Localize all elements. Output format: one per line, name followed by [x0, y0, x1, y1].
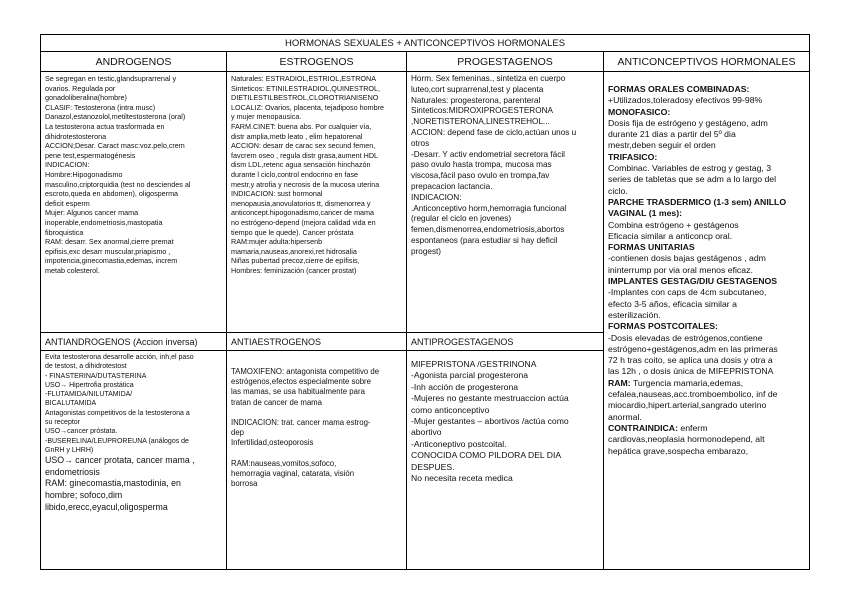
antiandrogenos-cell [41, 351, 227, 570]
antiandrogenos-line: de testost, a dihidrotestost [45, 363, 127, 371]
androgenos-line: RAM: desarr. Sex anormal,cierre premat [45, 237, 174, 247]
antiestrogenos-line: tratan de cancer de mama [231, 397, 323, 407]
antiandrogenos-line: BICALUTAMIDA [45, 400, 97, 408]
progestagenos-line: ACCION: depend fase de ciclo,actúan unos u [411, 127, 577, 137]
antiestrogenos-line: Infertilidad,osteoporosis [231, 438, 314, 448]
anticonceptivos-line: cefalea,nauseas,acc.tromboembolico, inf de [608, 389, 778, 400]
progestagenos-line: Horm. Sex femeninas., sintetiza en cuerpo [411, 74, 566, 83]
estrogenos-line: mestr,y atrofia y necrosis de la mucosa uterina [231, 179, 380, 189]
androgenos-line: epifisis,exc desarr muscular,priapismo , [45, 246, 171, 256]
hormones-table [40, 34, 810, 570]
antiestrogenos-line: TAMOXIFENO: antagonista competitivo de [231, 367, 380, 376]
anticonceptivos-line: Combina estrógeno + gestágenos [608, 219, 739, 230]
antiprogestagenos-line: como anticonceptivo [411, 404, 490, 415]
androgenos-cell [41, 72, 227, 333]
antiandrogenos-line: USO→ cancer protata, cancer mama , [45, 455, 195, 466]
estrogenos-line: DIETILESTILBESTROL,CLOROTRIANISENO [231, 93, 379, 103]
estrogenos-line: durante l ciclo,control endocrino en fase [231, 169, 359, 179]
progestagenos-text [411, 74, 599, 258]
antiprogestagenos-line: MIFEPRISTONA /GESTRINONA [411, 359, 537, 369]
androgenos-line: masculino,criptorquidia (test no desciendes al [45, 179, 191, 189]
progestagenos-line: ,NORETISTERONA,LINESTREHOL... [411, 117, 550, 127]
antiprogestagenos-line: -Inh acción de progesterona [411, 381, 519, 392]
antiandrogenos-line: -FLUTAMIDA/NILUTAMIDA/ [45, 391, 133, 399]
androgenos-line: La testosterona actua trasformada en [45, 121, 165, 131]
androgenos-line: Mujer: Algunos cancer mama [45, 208, 139, 218]
anticonceptivos-line: IMPLANTES GESTAG/DIU GESTAGENOS [608, 276, 778, 287]
header-progestagenos: PROGESTAGENOS [407, 52, 604, 72]
estrogenos-line: LOCALIZ: Ovarios, placenta, tejadiposo hombre [231, 102, 385, 112]
antiestrogenos-line [231, 449, 402, 459]
anticonceptivos-line: CONTRAINDICA: enferm [608, 422, 708, 433]
anticonceptivos-line: las 12h , o dosis única de MIFEPRISTONA [608, 366, 774, 377]
androgenos-line: INDICACION: [45, 160, 90, 170]
estrogenos-line: FARM.CINET: buena abs. Por cualquier vía, [231, 121, 372, 131]
antiprogestagenos-line: abortivo [411, 427, 442, 438]
anticonceptivos-line: Eficacia similar a anticoncp oral. [608, 230, 733, 241]
anticonceptivos-line: mestr,deben seguir el orden [608, 140, 716, 151]
androgenos-line: Hombre:Hipogonadismo [45, 169, 123, 179]
androgenos-line: gonadoliberalina(hombre) [45, 93, 127, 103]
progestagenos-cell [407, 72, 604, 333]
antiestrogenos-line: las mamas, se usa habitualmente para [231, 387, 365, 397]
antiestrogenos-cell [227, 351, 407, 570]
progestagenos-line: otros [411, 138, 430, 148]
anticonceptivos-line: esterilización. [608, 309, 661, 320]
antiestrogenos-text [231, 367, 402, 489]
anticonceptivos-line: MONOFASICO: [608, 106, 671, 117]
estrogenos-line: Niñas pubertad precoz,cierre de epífisis, [231, 256, 360, 266]
anticonceptivos-line: ciclo. [608, 185, 628, 196]
androgenos-line: Se segregan en testic,glandsuprarrenal y [45, 74, 177, 83]
androgenos-line: metab colesterol. [45, 265, 100, 275]
androgenos-text [45, 74, 222, 275]
anticonceptivos-line: +Utilizados,toleradosy efectivos 99-98% [608, 95, 763, 106]
antiestrogenos-line: hemorragia vaginal, catarata, visión [231, 469, 355, 479]
antiandrogenos-line: hombre; sofoco,dim [45, 490, 123, 501]
androgenos-line: ovarios. Regulada por [45, 83, 116, 93]
estrogenos-line: INDICACION: sust hormonal [231, 189, 323, 199]
estrogenos-line: Naturales: ESTRADIOL,ESTRIOL,ESTRONA [231, 74, 376, 83]
antiestrogenos-line: RAM:nauseas,vomitos,sofoco, [231, 458, 337, 468]
progestagenos-line: -Desarr. Y activ endometrial secretora fácil [411, 149, 565, 159]
antiprogestagenos-line: -Mujer gestantes – abortivos /actúa como [411, 416, 569, 427]
estrogenos-line: menopausia,anovulatorios tt, dismenorrea y [231, 198, 371, 208]
androgenos-line: inoperable,endometriosis,mastopatia [45, 217, 163, 227]
progestagenos-line: Sinteticos:MIDROXIPROGESTERONA [411, 106, 553, 116]
progestagenos-line: femen,dismenorrea,endometriosis,abortos [411, 225, 565, 235]
androgenos-line: fibroquistica [45, 227, 84, 237]
estrogenos-text [231, 74, 402, 275]
antiestrogenos-line [231, 408, 402, 418]
estrogenos-line: y mujer menopausica. [231, 112, 302, 122]
header-androgenos: ANDROGENOS [41, 52, 227, 72]
antiprogestagenos-line: -Anticoneptivo postcoital. [411, 438, 507, 449]
anticonceptivos-line: efecto 3-5 años, eficacia similar a [608, 298, 737, 309]
anticonceptivos-line: anormal. [608, 411, 642, 422]
antiandrogenos-line: GnRH y LHRH) [45, 446, 94, 454]
antiandrogenos-line: endometriosis [45, 466, 100, 477]
androgenos-line: escroto,queda en abdomen), oligosperma [45, 189, 179, 199]
estrogenos-line: ACCION: desarr de carac sex secund femen, [231, 141, 376, 151]
anticonceptivos-line: hepática grave,sospecha embarazo, [608, 445, 749, 456]
progestagenos-line: .Anticonceptivo horm,hemorragia funcional [411, 203, 567, 213]
anticonceptivos-line: -Implantes con caps de 4cm subcutaneo, [608, 287, 767, 298]
anticonceptivos-line: miocardio,hipert.arterial,sangrado uterino [608, 400, 767, 411]
anticonceptivos-line: Combinac. Variables de estrog y gestag, 3 [608, 163, 772, 174]
anticonceptivos-line: -Dosis elevadas de estrógenos,contiene [608, 332, 763, 343]
estrogenos-line: anticoncept.hipogonadismo,cancer de mama [231, 208, 375, 218]
estrogenos-line: RAM:mujer adulta:hipersenb [231, 237, 323, 247]
antiandrogenos-line: RAM: ginecomastia,mastodinia, en [45, 478, 181, 489]
anticonceptivos-line: Dosis fija de estrógeno y gestágeno, adm [608, 117, 768, 128]
anticonceptivos-line: FORMAS POSTCOITALES: [608, 321, 718, 332]
antiprogestagenos-line: -Mujeres no gestante mestruaccion actúa [411, 393, 569, 404]
subheader-antiprogestagenos: ANTIPROGESTAGENOS [407, 333, 604, 351]
estrogenos-line: distr amplia,metb leato , elim hepatorenal [231, 131, 363, 141]
antiandrogenos-line: -BUSERELINA/LEUPROREUNA (análogos de [45, 437, 189, 445]
anticonceptivos-line: durante 21 dias a partir del 5º dia [608, 129, 736, 140]
antiprogestagenos-line: No necesita receta medica [411, 473, 513, 484]
progestagenos-line: espontaneos (para estudiar si hay deficil [411, 235, 558, 245]
header-anticonceptivos: ANTICONCEPTIVOS HORMONALES [604, 52, 810, 72]
estrogenos-line: favcrem oseo , regula distr grasa,aument HDL [231, 150, 379, 160]
subheader-antiestrogenos: ANTIAESTROGENOS [227, 333, 407, 351]
anticonceptivos-line: PARCHE TRASDERMICO (1-3 sem) ANILLO [608, 196, 787, 207]
antiandrogenos-line: Evita testosterona desarrolle acción, inh,el paso [45, 354, 194, 361]
antiprogestagenos-line: CONOCIDA COMO PILDORA DEL DIA [411, 450, 562, 461]
estrogenos-line: Sinteticos: ETINILESTRADIOL,QUINESTROL, [231, 83, 380, 93]
anticonceptivos-line: -contienen dosis bajas gestágenos , adm [608, 253, 766, 264]
anticonceptivos-line: estrógeno+gestágenos,adm en las primeras [608, 343, 778, 354]
estrogenos-line: dism LDL,retenc agua sensación hinchazón [231, 160, 371, 170]
estrogenos-line: no estrógeno-depend (mejora calidad vida en [231, 217, 376, 227]
progestagenos-line: paso ovulo hasta trompa, mucosa mas [411, 160, 552, 170]
progestagenos-line: (regular el ciclo en jovenes) [411, 214, 512, 224]
androgenos-line: impotencia,ginecomastia,edemas, increm [45, 256, 178, 266]
antiandrogenos-line: libido,erecc,eyacul,oligosperma [45, 501, 168, 512]
anticonceptivos-line: 72 h tras coito, se aplica una dosis y otra a [608, 355, 773, 366]
androgenos-line: ACCION;Desar. Caract masc:voz.pelo,crem [45, 141, 185, 151]
progestagenos-line: viscosa,fácil paso ovulo en trompa,fav [411, 171, 550, 181]
anticonceptivos-line: cardiovas,neoplasia hormonodepend, alt [608, 434, 765, 445]
progestagenos-line: progest) [411, 246, 442, 256]
progestagenos-line: prepacacion lactancia. [411, 181, 493, 191]
table-title: HORMONAS SEXUALES + ANTICONCEPTIVOS HORMONALES [41, 35, 810, 52]
antiandrogenos-text [45, 353, 222, 513]
estrogenos-line: tiempo que le quede). Cancer próstata [231, 227, 354, 237]
anticonceptivos-line: TRIFASICO: [608, 151, 658, 162]
antiprogestagenos-line: -Agonista parcial progesterona [411, 370, 529, 381]
antiprogestagenos-cell [407, 351, 604, 570]
antiestrogenos-line: estrógenos,efectos especialmente sobre [231, 377, 371, 387]
progestagenos-line: luteo,cort suprarrenal,test y placenta [411, 84, 544, 94]
androgenos-line: CLASIF: Testosterona (intra musc) [45, 102, 156, 112]
anticonceptivos-line: ininterrump por via oral menos eficaz. [608, 264, 753, 275]
antiandrogenos-line: USO→ Hipertrofia prostática [45, 381, 134, 389]
antiandrogenos-line: - FINASTERINA/DUTASTERINA [45, 372, 147, 380]
anticonceptivos-line: RAM: Turgencia mamaria,edemas, [608, 377, 744, 388]
anticonceptivos-cell [604, 72, 810, 570]
androgenos-line: dihidrotestosterona [45, 131, 107, 141]
estrogenos-line: mamaria,nauseas,anorexi,ret hidrosalia [231, 246, 357, 256]
antiestrogenos-line: dep [231, 428, 245, 438]
antiandrogenos-line: USO→cancer próstata. [45, 428, 118, 436]
antiestrogenos-line: INDICACION: trat. cancer mama estrog- [231, 418, 371, 428]
antiprogestagenos-line: DESPUES. [411, 461, 455, 472]
progestagenos-line: Naturales: progesterona, parenteral [411, 95, 541, 105]
anticonceptivos-line: VAGINAL (1 mes): [608, 208, 683, 219]
estrogenos-cell [227, 72, 407, 333]
androgenos-line: pene test,espermatogénesis [45, 150, 136, 160]
anticonceptivos-line: FORMAS UNITARIAS [608, 242, 695, 253]
antiandrogenos-line: Antagonistas competitivos de la testosterona a [45, 409, 190, 417]
anticonceptivos-line: series de tabletas que se adm a lo largo del [608, 174, 777, 185]
antiprogestagenos-text [411, 359, 599, 484]
anticonceptivos-line: FORMAS ORALES COMBINADAS: [608, 84, 750, 94]
subheader-antiandrogenos: ANTIANDROGENOS (Accion inversa) [41, 333, 227, 351]
anticonceptivos-text [608, 84, 805, 457]
header-estrogenos: ESTROGENOS [227, 52, 407, 72]
estrogenos-line: Hombres: feminización (cancer prostat) [231, 265, 357, 275]
androgenos-line: deficit esperm [45, 198, 90, 208]
antiestrogenos-line: borrosa [231, 479, 258, 489]
antiandrogenos-line: su receptor [45, 419, 81, 427]
progestagenos-line: INDICACION: [411, 192, 462, 202]
androgenos-line: Danazol,estanozolol,metiltestosterona (oral) [45, 112, 186, 122]
